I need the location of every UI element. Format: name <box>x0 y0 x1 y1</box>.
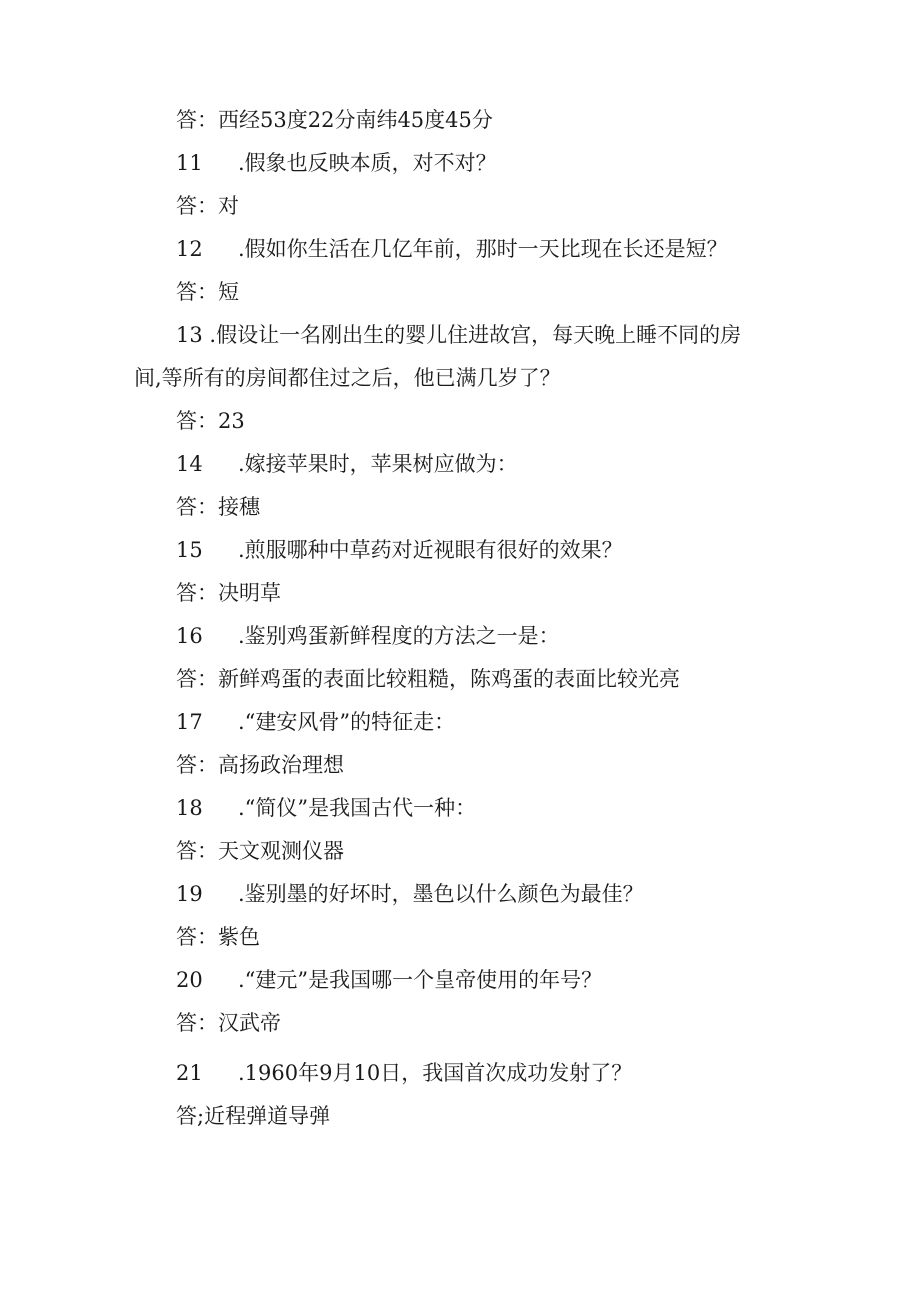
question-number: 16 <box>176 624 203 648</box>
question-15 <box>176 538 623 562</box>
question-number: 20 <box>176 968 203 992</box>
question-20 <box>176 968 602 992</box>
question-17 <box>176 710 455 734</box>
answer-13: 答：23 <box>176 409 245 433</box>
question-text: .鉴别墨的好坏时，墨色以什么颜色为最佳？ <box>238 882 644 906</box>
question-number: 15 <box>176 538 203 562</box>
answer-10: 答：西经53度22分南纬45度45分 <box>176 108 493 132</box>
question-text-line1: .假设让一名刚出生的婴儿住进故宫，每天晚上睡不同的房 <box>209 323 742 347</box>
answer-18: 答：天文观测仪器 <box>176 839 344 863</box>
question-text: .假象也反映本质，对不对？ <box>238 151 497 175</box>
question-text: .“建安风骨”的特征走： <box>238 710 456 734</box>
question-14 <box>176 452 518 476</box>
question-number: 18 <box>176 796 203 820</box>
question-number: 14 <box>176 452 203 476</box>
question-19 <box>176 882 644 906</box>
answer-21: 答;近程弹道导弹 <box>176 1104 331 1128</box>
question-text: .假如你生活在几亿年前，那时一天比现在长还是短？ <box>238 237 728 261</box>
question-text: .“建元”是我国哪一个皇帝使用的年号？ <box>238 968 603 992</box>
answer-12: 答：短 <box>176 280 239 304</box>
question-12 <box>176 237 728 261</box>
answer-15: 答：决明草 <box>176 581 281 605</box>
question-21 <box>176 1061 632 1085</box>
question-text: .煎服哪种中草药对近视眼有很好的效果？ <box>238 538 623 562</box>
question-text: .嫁接苹果时，苹果树应做为： <box>238 452 518 476</box>
question-number: 11 <box>176 151 203 175</box>
answer-14: 答：接穗 <box>176 495 260 519</box>
answer-11: 答：对 <box>176 194 239 218</box>
question-number: 17 <box>176 710 203 734</box>
question-number: 13 <box>176 323 203 347</box>
question-text: .鉴别鸡蛋新鲜程度的方法之一是： <box>238 624 560 648</box>
answer-20: 答：汉武帝 <box>176 1011 281 1035</box>
answer-16: 答：新鲜鸡蛋的表面比较粗糙，陈鸡蛋的表面比较光亮 <box>176 667 680 691</box>
answer-17: 答：高扬政治理想 <box>176 753 344 777</box>
question-11 <box>176 151 497 175</box>
question-18 <box>176 796 476 820</box>
question-13 <box>176 323 741 347</box>
question-number: 21 <box>176 1061 203 1085</box>
answer-19: 答：紫色 <box>176 925 260 949</box>
question-number: 19 <box>176 882 203 906</box>
question-13-continued: 间,等所有的房间都住过之后，他已满几岁了？ <box>134 366 561 390</box>
question-16 <box>176 624 560 648</box>
question-number: 12 <box>176 237 203 261</box>
question-text: .“简仪”是我国古代一种： <box>238 796 477 820</box>
question-text: .1960年9月10日，我国首次成功发射了？ <box>238 1061 633 1085</box>
